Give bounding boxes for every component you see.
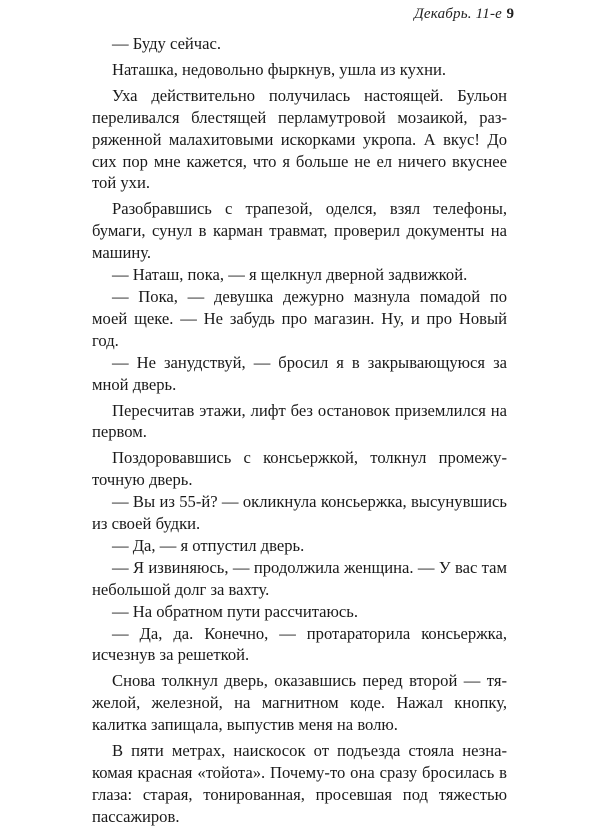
body-text: [92, 33, 507, 828]
paragraph: — Буду сейчас.: [112, 34, 222, 53]
paragraph: Наташка, недовольно фыркнув, ушла из кухни.: [112, 59, 447, 79]
paragraph: — Да, — я отпустил дверь.: [112, 535, 305, 555]
paragraph: Снова толкнул дверь, оказавшись перед второй — тяжелой, железной, на магнитном коде. Нажал кнопку, калитка запищала, выпустив меня на волю.: [92, 671, 507, 735]
paragraph: — Наташ, пока, — я щелкнул дверной задвижкой.: [112, 265, 468, 285]
paragraph: — Я извиняюсь, — продолжила женщина. — У вас там небольшой долг за вахту.: [92, 557, 507, 599]
paragraph: Разобравшись с трапезой, оделся, взял телефоны, бумаги, сунул в карман травмат, проверил документы на машину.: [92, 199, 507, 263]
running-head: Декабрь. 11-е: [414, 6, 502, 22]
paragraph: — Пока, — девушка дежурно мазнула помадой по моей щеке. — Не забудь про магазин. Ну, и про Новый год.: [92, 286, 507, 350]
page-number: 9: [506, 6, 514, 22]
paragraph: Пересчитав этажи, лифт без остановок приземлился на первом.: [92, 400, 507, 442]
paragraph: — Вы из 55-й? — окликнула консьержка, высунувшись из своей будки.: [92, 492, 507, 534]
paragraph: — Да, да. Конечно, — протараторила консьержка, исчезнув за решеткой.: [92, 623, 507, 665]
paragraph: — Не занудствуй, — бросил я в закрывающуюся за мной дверь.: [92, 352, 507, 394]
paragraph: В пяти метрах, наискосок от подъезда стояла незнакомая красная «тойота». Почему-то она сразу бросилась в глаза: старая, тонированная, просевшая под тяжестью пассажиров.: [92, 741, 507, 826]
paragraph: Поздоровавшись с консьержкой, толкнул промежуточную дверь.: [92, 448, 507, 490]
paragraph: Уха действительно получилась настоящей. Бульон переливался блестящей перламутровой мозаикой, разряженной малахитовыми искорками укропа. А вкус! До сих пор мне кажется, что я больше не ел ничего вкуснее той ухи.: [92, 85, 507, 193]
paragraph: — На обратном пути рассчитаюсь.: [112, 601, 359, 621]
